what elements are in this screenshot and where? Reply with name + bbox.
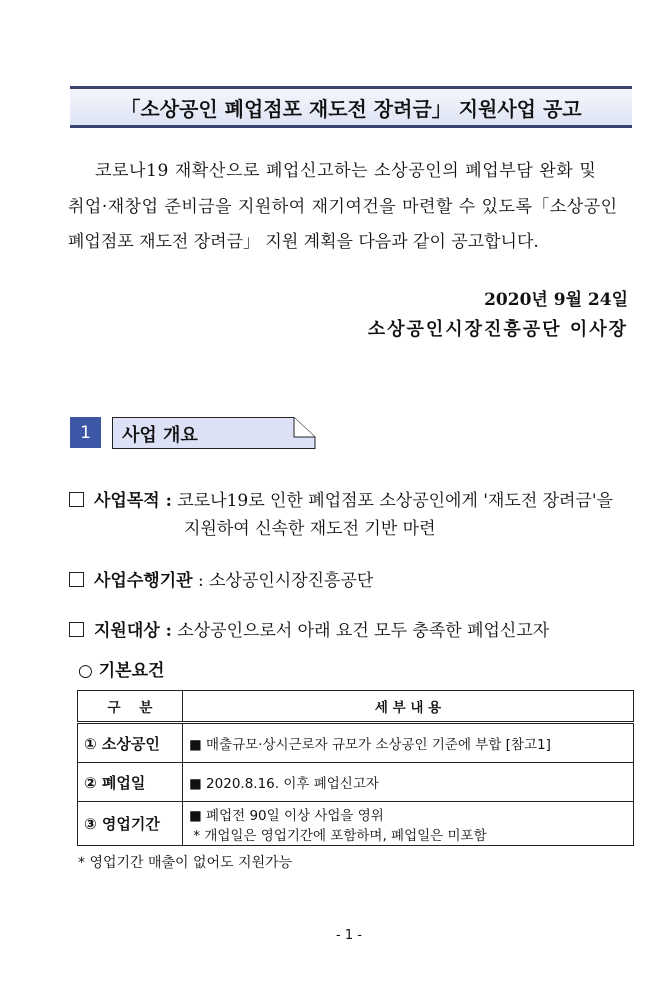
page-number: - 1 - xyxy=(336,928,362,943)
checkbox-icon xyxy=(69,572,84,587)
footnote: * 영업기간 매출이 없어도 지원가능 xyxy=(78,855,293,871)
header-category: 구 분 xyxy=(78,691,183,723)
row-category: ① 소상공인 xyxy=(78,723,183,763)
table-row xyxy=(78,763,634,802)
item-text: 코로나19로 인한 폐업점포 소상공인에게 '재도전 장려금'을 xyxy=(177,491,613,511)
checkbox-icon xyxy=(69,622,84,637)
intro-line-1: 코로나19 재확산으로 폐업신고하는 소상공인의 폐업부담 완화 및 xyxy=(95,161,597,181)
table-header-row xyxy=(78,691,634,723)
row-detail-line: ■ 폐업전 90일 이상 사업을 영위 xyxy=(189,807,384,824)
item-purpose xyxy=(69,486,613,511)
row-detail xyxy=(183,802,634,846)
requirements-table xyxy=(77,690,634,846)
item-text: : 소상공인시장진흥공단 xyxy=(197,571,374,591)
intro-line-3: 폐업점포 재도전 장려금」 지원 계획을 다음과 같이 공고합니다. xyxy=(68,232,539,252)
checkbox-icon xyxy=(69,492,84,507)
item-purpose-continuation: 지원하여 신속한 재도전 기반 마련 xyxy=(184,519,436,539)
item-agency xyxy=(69,566,373,591)
item-label: 지원대상 : xyxy=(94,621,172,641)
title-banner xyxy=(70,86,632,128)
sub-heading: ○ 기본요건 xyxy=(78,661,165,681)
announcement-date: 2020년 9월 24일 xyxy=(484,290,628,310)
table-row xyxy=(78,802,634,846)
section-header xyxy=(112,417,315,448)
row-detail: ■ 2020.8.16. 이후 폐업신고자 xyxy=(183,763,634,802)
item-text: 소상공인으로서 아래 요건 모두 충족한 폐업신고자 xyxy=(177,621,550,641)
intro-line-2: 취업·재창업 준비금을 지원하여 재기여건을 마련할 수 있도록「소상공인 xyxy=(68,197,618,217)
signer: 소상공인시장진흥공단 이사장 xyxy=(367,319,628,340)
row-category: ③ 영업기간 xyxy=(78,802,183,846)
section-number: 1 xyxy=(70,417,101,448)
row-detail: ■ 매출규모·상시근로자 규모가 소상공인 기준에 부합 [참고1] xyxy=(183,723,634,763)
document-title: 「소상공인 폐업점포 재도전 장려금」 지원사업 공고 xyxy=(120,96,582,121)
header-details: 세 부 내 용 xyxy=(183,691,634,723)
item-label: 사업목적 : xyxy=(94,491,172,511)
item-target xyxy=(69,616,549,641)
section-title: 사업 개요 xyxy=(122,425,198,446)
row-category: ② 폐업일 xyxy=(78,763,183,802)
item-label: 사업수행기관 xyxy=(94,571,193,591)
row-detail-note: * 개업일은 영업기간에 포함하며, 폐업일은 미포함 xyxy=(189,827,487,844)
table-row xyxy=(78,723,634,763)
